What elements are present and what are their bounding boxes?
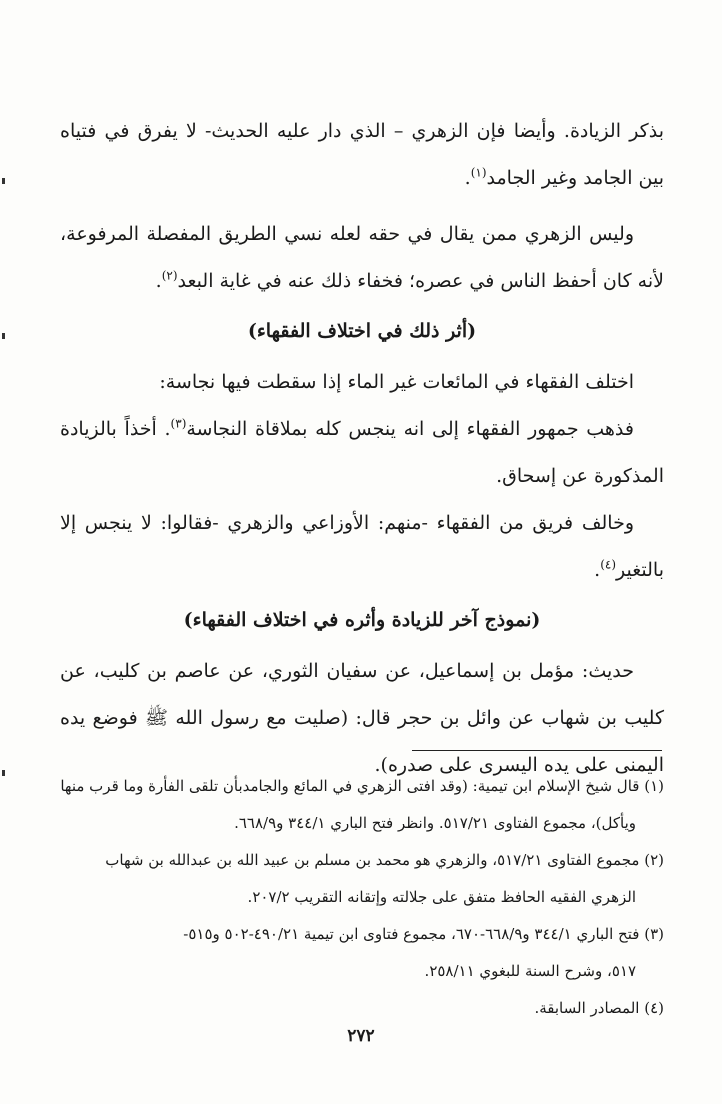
paragraph-text: وخالف فريق من الفقهاء -منهم: الأوزاعي والزهري -فقالوا: لا ينجس إلا بالتغير — [60, 512, 664, 581]
paragraph-2 — [60, 211, 664, 305]
footnote-item — [60, 916, 664, 990]
margin-mark — [2, 333, 5, 339]
paragraph-text: فذهب جمهور الفقهاء إلى انه ينجس كله بملاقاة النجاسة — [186, 418, 634, 440]
paragraph-3: اختلف الفقهاء في المائعات غير الماء إذا سقطت فيها نجاسة: — [159, 371, 634, 393]
footnote-number: (٢) — [644, 851, 664, 869]
footnote-text: المصادر السابقة. — [534, 999, 640, 1017]
paragraph-text: . — [464, 167, 471, 189]
paragraph-text: بذكر الزيادة. وأيضا فإن الزهري – الذي دار عليه الحديث- لا يفرق في فتياه بين الجامد وغير الجامد — [60, 120, 664, 189]
margin-mark — [2, 178, 5, 184]
footnote-ref[interactable]: (٣) — [170, 416, 187, 431]
page-number: ٢٧٢ — [347, 1026, 375, 1046]
paragraph-5 — [60, 500, 664, 594]
footnote-number: (٣) — [644, 925, 664, 943]
main-text — [60, 108, 664, 789]
footnote-number: (١) — [644, 777, 664, 795]
footnote-text: مجموع الفتاوى ٥١٧/٢١، والزهري هو محمد بن مسلم بن عبيد الله بن عبدالله بن شهاب — [105, 851, 640, 869]
footnote-text: ٥١٧، وشرح السنة للبغوي ٢٥٨/١١. — [424, 962, 636, 980]
footnotes — [60, 768, 664, 1027]
paragraph-text: . — [594, 559, 601, 581]
footnote-item — [60, 768, 664, 842]
paragraph-text: . — [155, 270, 162, 292]
paragraph-4 — [60, 406, 664, 500]
footnote-divider — [412, 750, 662, 751]
footnote-ref[interactable]: (١) — [470, 165, 487, 180]
footnote-ref[interactable]: (٤) — [600, 557, 617, 572]
footnote-text: الزهري الفقيه الحافظ متفق على جلالته وإتقانه التقريب ٢٠٧/٢. — [247, 888, 636, 906]
section-heading: (نموذج آخر للزيادة وأثره في اختلاف الفقهاء) — [183, 609, 541, 631]
footnote-ref[interactable]: (٢) — [161, 268, 178, 283]
footnote-text: فتح الباري ٣٤٤/١ و٦٦٨/٩-٦٧٠، مجموع فتاوى ابن تيمية ٤٩٠/٢١-٥٠٢ و٥١٥- — [183, 925, 640, 943]
margin-mark — [2, 770, 5, 776]
paragraph-1 — [60, 108, 664, 202]
footnote-item — [60, 842, 664, 916]
paragraph-6: حديث: مؤمل بن إسماعيل، عن سفيان الثوري، عن عاصم بن كليب، عن كليب بن شهاب عن وائل بن حجر قال: (صليت مع رسول الله ﷺ فوضع يده اليمنى على يده اليسرى على صدره). — [60, 660, 664, 776]
footnote-item — [60, 990, 664, 1027]
footnote-text: ويأكل)، مجموع الفتاوى ٥١٧/٢١. وانظر فتح الباري ٣٤٤/١ و٦٦٨/٩. — [234, 814, 636, 832]
section-heading: (أثر ذلك في اختلاف الفقهاء) — [247, 320, 477, 342]
paragraph-text: وليس الزهري ممن يقال في حقه لعله نسي الطريق المفصلة المرفوعة، لأنه كان أحفظ الناس في عصره؛ فخفاء ذلك عنه في غاية البعد — [60, 223, 664, 292]
footnote-text: قال شيخ الإسلام ابن تيمية: (وقد افتى الزهري في المائع والجامدبأن تلقى الفأرة وما قرب منها — [60, 777, 640, 795]
footnote-number: (٤) — [644, 999, 664, 1017]
paragraph-text: . أخذاً بالزيادة المذكورة عن إسحاق. — [60, 418, 664, 487]
